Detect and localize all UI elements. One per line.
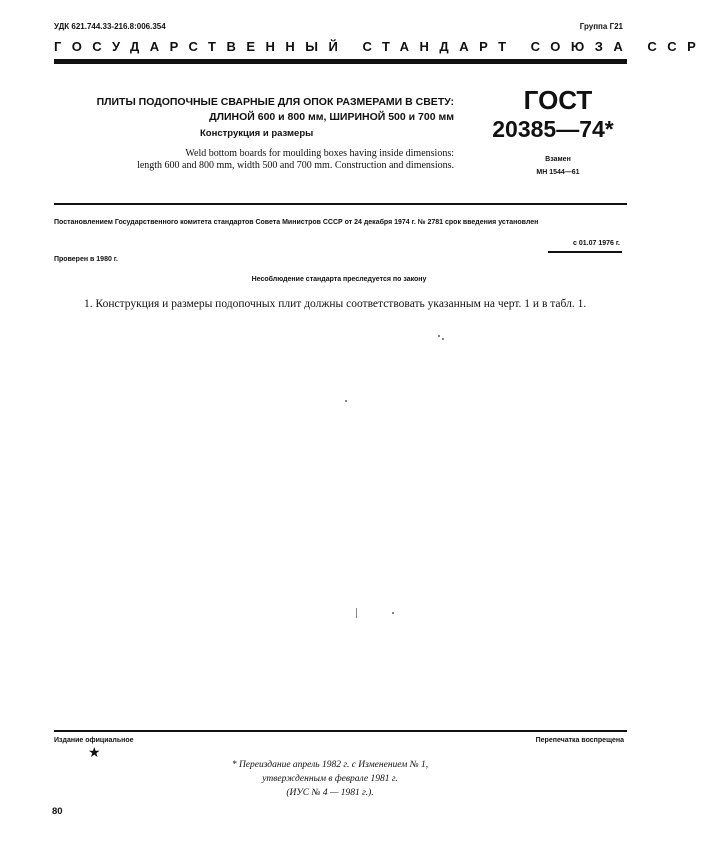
effective-date-underline	[548, 251, 622, 253]
official-edition: Издание официальное	[54, 737, 134, 744]
replaces-label: Взамен	[545, 156, 571, 163]
effective-date: с 01.07 1976 г.	[573, 240, 620, 247]
scan-speck	[442, 338, 444, 340]
group-code: Группа Г21	[579, 22, 623, 31]
paragraph-1: 1. Конструкция и размеры подопочных плит должны соответствовать указанным на черт. 1 и в табл. 1.	[84, 298, 587, 310]
footnote-line-2: утвержденным в феврале 1981 г.	[262, 774, 398, 784]
scan-speck	[392, 612, 394, 614]
scan-speck	[438, 335, 440, 337]
gost-number: 20385—74*	[492, 116, 614, 142]
star-icon: ★	[88, 744, 101, 760]
middle-rule	[54, 203, 627, 205]
footnote	[200, 758, 460, 800]
document-title	[58, 95, 454, 125]
document-subtitle: Конструкция и размеры	[200, 128, 314, 139]
english-title-line-1: Weld bottom boards for moulding boxes having inside dimensions:	[185, 148, 454, 159]
footnote-line-3: (ИУС № 4 — 1981 г.).	[286, 788, 374, 798]
replaces-value: МН 1544—61	[536, 169, 580, 176]
standard-banner: ГОСУДАРСТВЕННЫЙ СТАНДАРТ СОЮЗА ССР	[54, 39, 706, 54]
english-title-line-2: length 600 and 800 mm, width 500 and 700 mm. Construction and dimensions.	[137, 160, 454, 171]
footnote-line-1: * Переиздание апрель 1982 г. с Изменением № 1,	[231, 760, 429, 770]
legal-notice: Несоблюдение стандарта преследуется по закону	[251, 276, 427, 283]
checked-year: Проверен в 1980 г.	[54, 256, 118, 263]
title-line-2: ДЛИНОЙ 600 и 800 мм, ШИРИНОЙ 500 и 700 мм	[209, 111, 454, 123]
page-number: 80	[52, 806, 63, 817]
scan-speck	[356, 608, 357, 618]
title-line-1: ПЛИТЫ ПОДОПОЧНЫЕ СВАРНЫЕ ДЛЯ ОПОК РАЗМЕРАМИ В СВЕТУ:	[96, 96, 454, 108]
gost-label: ГОСТ	[523, 85, 593, 115]
english-title	[58, 148, 454, 172]
reprint-prohibited: Перепечатка воспрещена	[535, 737, 624, 744]
scan-speck	[345, 400, 347, 402]
decree-text: Постановлением Государственного комитета стандартов Совета Министров СССР от 24 декабря 1974 г. № 2781 срок введения установлен	[54, 219, 539, 226]
top-rule	[54, 59, 627, 64]
udk-code: УДК 621.744.33-216.8:006.354	[54, 22, 166, 31]
bottom-rule	[54, 730, 627, 732]
